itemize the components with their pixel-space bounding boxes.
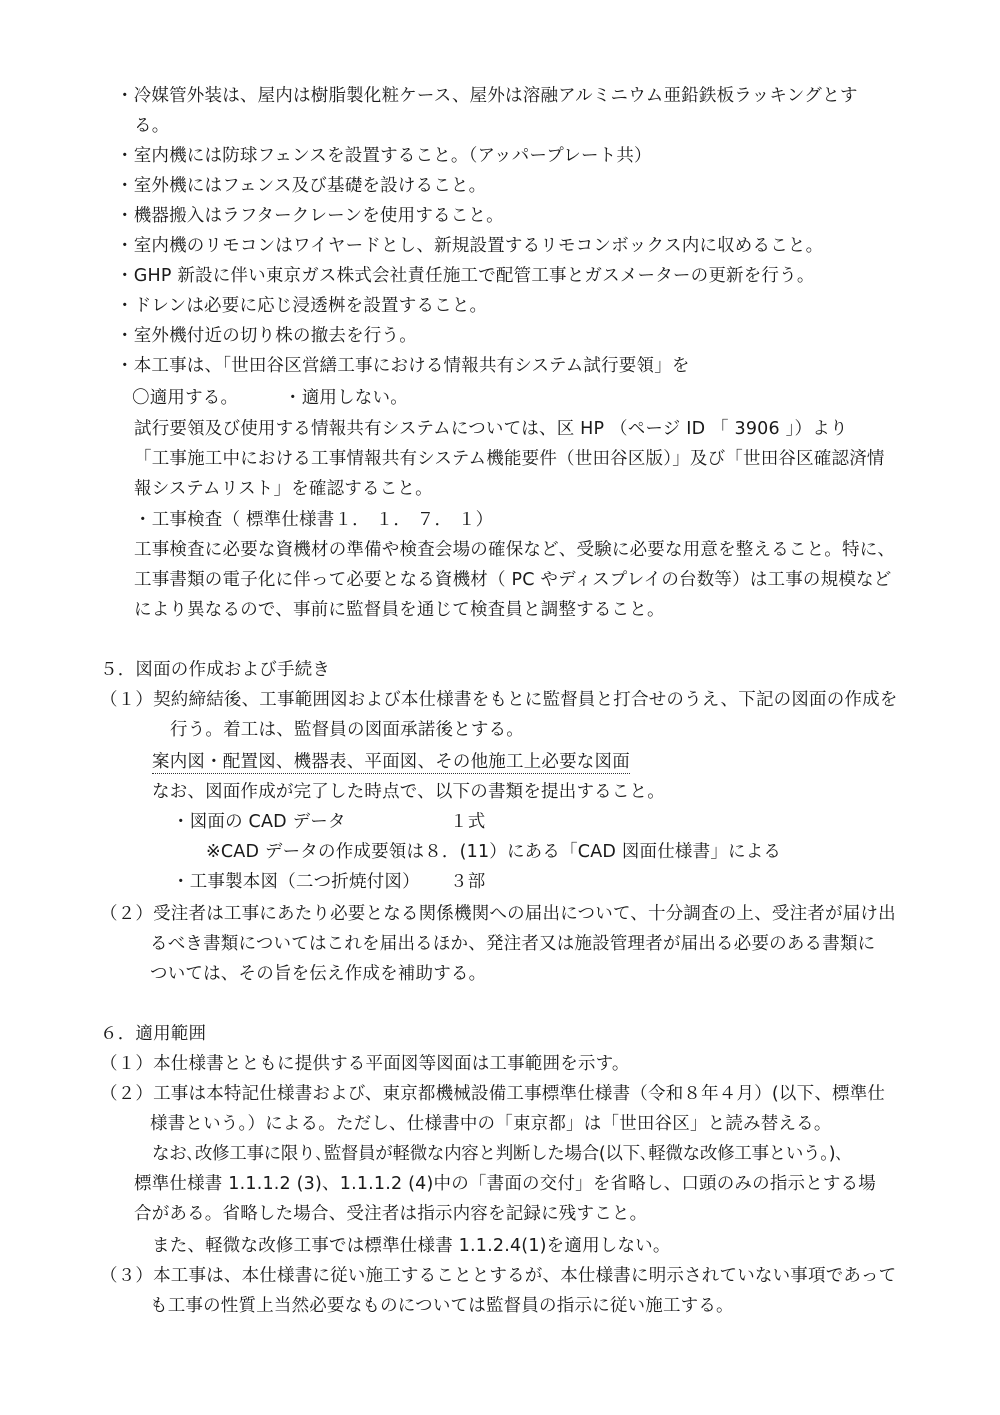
- section6-item2-line3: なお､改修工事に限り､監督員が軽微な内容と判断した場合(以下､軽微な改修工事という｡)､: [152, 1144, 844, 1164]
- bullet-ghp: ・GHP 新設に伴い東京ガス株式会社責任施工で配管工事とガスメーターの更新を行う。: [116, 266, 815, 286]
- section5-item1-line1: （１）契約締結後、工事範囲図および本仕様書をもとに監督員と打合せのうえ、下記の図面の作成を: [100, 690, 898, 710]
- bullet-remote: ・室内機のリモコンはワイヤードとし、新規設置するリモコンボックス内に収めること。: [116, 236, 824, 256]
- drawing-list: [152, 750, 630, 774]
- print-qty: ３部: [450, 872, 486, 892]
- print-label: ・工事製本図（二つ折焼付図）: [172, 872, 420, 892]
- cad-label: ・図面の CAD データ: [172, 812, 346, 832]
- section5-item1-line2: 行う。着工は、監督員の図面承諾後とする。: [170, 720, 524, 740]
- bullet-refrigerant-pipe-cont: る。: [134, 116, 170, 136]
- section6-heading: ６．適用範囲: [100, 1024, 207, 1044]
- section6-item3-line1: （３）本工事は、本仕様書に従い施工することとするが、本仕様書に明示されていない事項であって: [100, 1266, 897, 1286]
- cad-qty: １式: [450, 812, 486, 832]
- section5-item2-line2: るべき書類についてはこれを届出るほか、発注者又は施設管理者が届出る必要のある書類に: [150, 934, 876, 954]
- section5-item2-line3: ついては、その旨を伝え作成を補助する。: [150, 964, 487, 984]
- bullet-info-share: ・本工事は、「世田谷区営繕工事における情報共有システム試行要領」を: [116, 356, 690, 376]
- bullet-drain: ・ドレンは必要に応じ浸透桝を設置すること。: [116, 296, 488, 316]
- cad-note: ※CAD データの作成要領は８．(11）にある「CAD 図面仕様書」による: [206, 842, 782, 862]
- bullet-indoor-fence: ・室内機には防球フェンスを設置すること。（アッパープレート共）: [116, 146, 652, 166]
- section6-item2-line2: 様書という。）による。ただし、仕様書中の「東京都」は「世田谷区」と読み替える。: [150, 1114, 832, 1134]
- info-share-line-1: 試行要領及び使用する情報共有システムについては、区 HP （ページ ID 「 3906 」）より: [134, 419, 848, 439]
- section5-heading: ５．図面の作成および手続き: [100, 660, 331, 680]
- info-share-line-2: 「工事施工中における工事情報共有システム機能要件（世田谷区版）」及び「世田谷区確認済情: [134, 449, 885, 469]
- section6-item2-line1: （２）工事は本特記仕様書および、東京都機械設備工事標準仕様書（令和８年４月）(以下、標準仕: [100, 1084, 886, 1104]
- section6-item2-line6: また、軽微な改修工事では標準仕様書 1.1.2.4(1)を適用しない。: [152, 1236, 671, 1256]
- bullet-outdoor-fence: ・室外機にはフェンス及び基礎を設けること。: [116, 176, 487, 196]
- section6-item2-line5: 合がある。省略した場合、受注者は指示内容を記録に残すこと。: [134, 1204, 648, 1224]
- section6-item2-line4: 標準仕様書 1.1.1.2 (3)、1.1.1.2 (4)中の「書面の交付」を省略し、口頭のみの指示とする場: [134, 1174, 877, 1194]
- info-share-line-3: 報システムリスト」を確認すること。: [134, 479, 433, 499]
- section6-item1: （１）本仕様書とともに提供する平面図等図面は工事範囲を示す。: [100, 1054, 630, 1074]
- section5-item2-line1: （２）受注者は工事にあたり必要となる関係機関への届出について、十分調査の上、受注者が届け出: [100, 904, 896, 924]
- bullet-crane: ・機器搬入はラフタークレーンを使用すること。: [116, 206, 504, 226]
- bullet-refrigerant-pipe: ・冷媒管外装は、屋内は樹脂製化粧ケース、屋外は溶融アルミニウム亜鉛鉄板ラッキングとす: [116, 86, 858, 106]
- section5-item1-note: なお、図面作成が完了した時点で、以下の書類を提出すること。: [152, 782, 665, 802]
- inspection-line-3: により異なるので、事前に監督員を通じて検査員と調整すること。: [134, 600, 665, 620]
- option-not-apply: ・適用しない。: [284, 388, 408, 408]
- inspection-line-1: 工事検査に必要な資機材の準備や検査会場の確保など、受験に必要な用意を整えること。特に、: [134, 540, 896, 560]
- inspection-heading: ・工事検査（ 標準仕様書１． １． ７． １）: [134, 510, 494, 530]
- bullet-stump: ・室外機付近の切り株の撤去を行う。: [116, 326, 417, 346]
- drawing-list-text: 案内図・配置図、機器表、平面図、その他施工上必要な図面: [152, 752, 630, 772]
- option-apply: 〇適用する。: [132, 388, 239, 408]
- section6-item3-line2: も工事の性質上当然必要なものについては監督員の指示に従い施工する。: [150, 1296, 734, 1316]
- inspection-line-2: 工事書類の電子化に伴って必要となる資機材（ PC やディスプレイの台数等）は工事の規模など: [134, 570, 892, 590]
